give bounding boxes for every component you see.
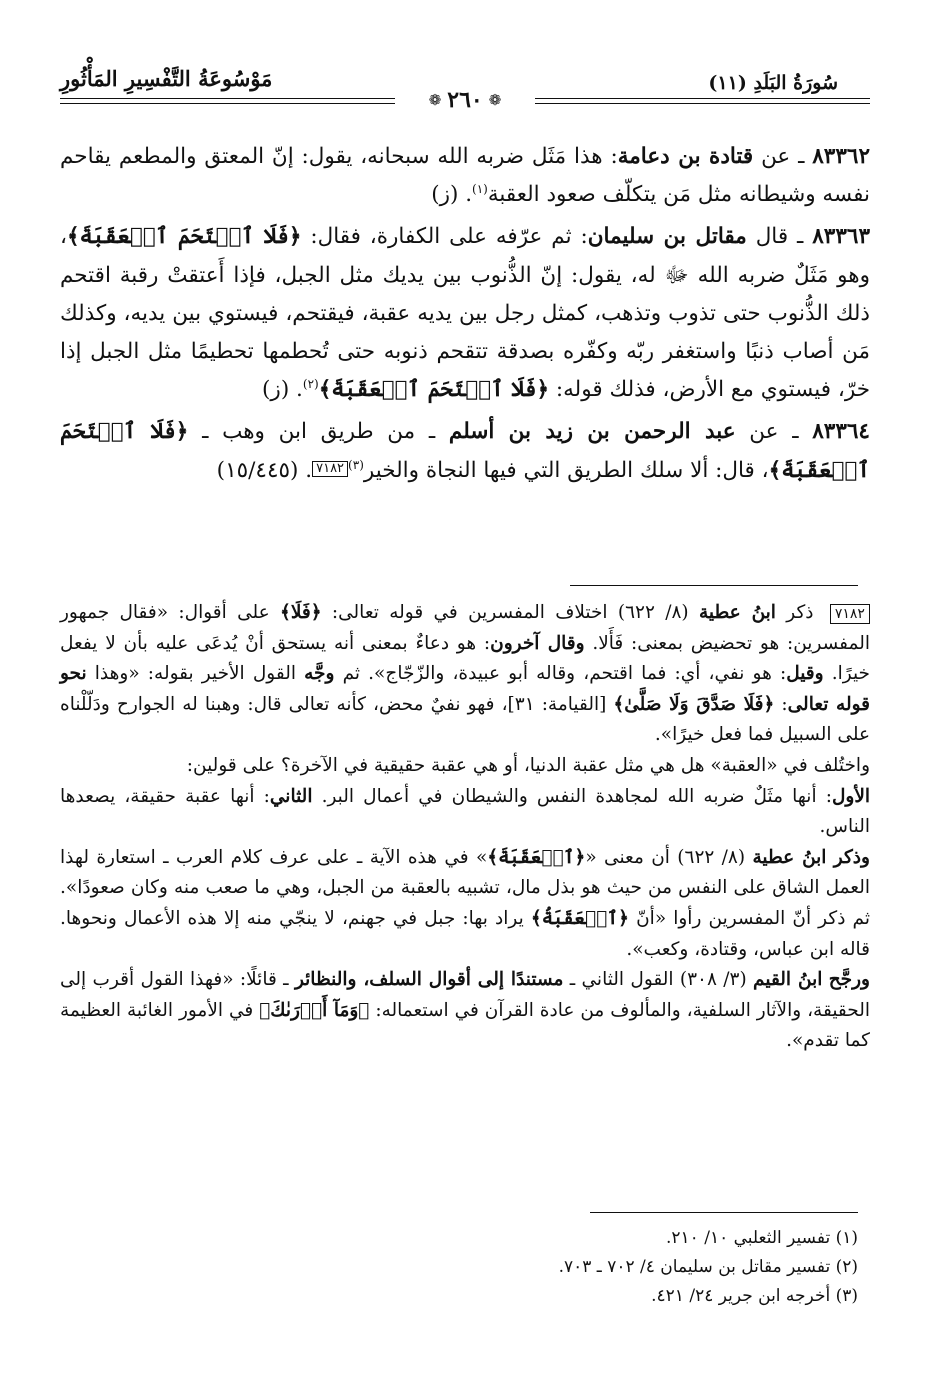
entry-tail: . (١٥/٤٤٥) — [216, 457, 313, 483]
note-text: (٨/ ٦٢٢) اختلاف المفسرين في قوله تعالى: — [331, 602, 689, 623]
note-text: : أنها عقبة حقيقة، يصعدها الناس. — [60, 785, 870, 838]
note-text: : أنها مثَلٌ ضربه الله لمجاهدة النفس والشيطان في أعمال البر. — [321, 785, 832, 807]
quran-quote: ﴿فَلَا صَدَّقَ وَلَا صَلَّىٰ﴾ — [613, 693, 775, 715]
note-text: يراد بها: جبل في جهنم، لا ينجّي منه إلا هذه الأعمال ونحوها. قاله ابن عباس، وقتادة، وكعب». — [60, 907, 870, 960]
quran-quote: ﴿فَلَا ٱقۡتَحَمَ ٱلۡعَقَبَةَ﴾ — [60, 419, 870, 483]
note-paragraph — [60, 782, 870, 843]
note-bold: الثاني — [269, 785, 313, 807]
note-bold: مستندًا إلى أقوال السلف، والنظائر — [294, 969, 564, 991]
footnote: (١) تفسير الثعلبي ١٠/ ٢١٠. — [665, 1228, 858, 1248]
note-paragraph: واختُلف في «العقبة» هل هي مثل عقبة الدنيا، أو هي عقبة حقيقية في الآخرة؟ على قولين: — [186, 754, 870, 776]
note-paragraph — [60, 965, 870, 1057]
narrator-name: عبد الرحمن بن زيد بن أسلم — [448, 419, 736, 445]
note-text: : هو نفي، أي: فما اقتحم، وقاله أبو عبيدة، والزّجّاج». — [368, 663, 787, 685]
note-bold: الأول — [831, 785, 871, 807]
footnotes-separator — [590, 1212, 858, 1213]
ornament-icon: ❁ — [428, 91, 442, 109]
note-text: : هو دعاءٌ بمعنى أنه يستحق أنْ يُدعَى عليه بأن لا يفعل خيرًا. — [60, 632, 870, 685]
entry-text: : هذا مَثَل ضربه الله سبحانه، يقول: إنّ المعتق والمطعم يقاحم نفسه وشيطانه مثل مَن يتكلّف صعود العقبة — [60, 144, 870, 208]
notes-separator — [570, 585, 858, 586]
note-bold: ورجَّح — [828, 969, 870, 991]
entry-intro: ـ قال — [755, 224, 804, 250]
footnote: (٣) أخرجه ابن جرير ٢٤/ ٤٢١. — [651, 1286, 858, 1306]
footnote-ref[interactable]: (٣) — [348, 457, 364, 472]
note-bold: نحو قوله تعالى — [60, 663, 870, 715]
scholar-name: ابنُ عطية — [752, 846, 827, 868]
note-text: [القيامة: ٣١]، فهو نفيٌ محض، كأنه تعالى قال: وهبنا له الجوارح ودَلّلْناه على السبيل فما فعل خيرًا». — [60, 693, 870, 746]
note-text: ذكر — [786, 602, 814, 623]
note-bold: وذكر — [833, 846, 870, 868]
entry-number: ٨٣٣٦٣ — [812, 224, 870, 250]
surah-title: سُورَةُ البَلَدِ (١١) — [708, 72, 838, 94]
quran-quote: ﴿فَلَا ٱقۡتَحَمَ ٱلۡعَقَبَةَ﴾ — [318, 377, 550, 403]
entry — [60, 138, 870, 214]
entry-intro: ـ عن — [749, 419, 799, 445]
footnote: (٢) تفسير مقاتل بن سليمان ٤/ ٧٠٢ ـ ٧٠٣. — [558, 1257, 858, 1277]
scholar-name: ابنُ القيم — [753, 969, 823, 991]
entry — [60, 218, 870, 409]
scholar-name: ابنُ عطية — [698, 602, 776, 623]
commentary-note — [60, 598, 870, 1057]
book-title: مَوْسُوعَةُ التَّفْسِيرِ المَأْثُورِ — [60, 66, 273, 91]
entry-text: : ثم عرّفه على الكفارة، فقال: — [310, 224, 588, 250]
entry-number: ٨٣٣٦٤ — [812, 419, 870, 445]
entry — [60, 413, 870, 489]
footnote-ref[interactable]: (٢) — [302, 377, 319, 392]
entry-tail: . (ز) — [431, 182, 473, 208]
note-paragraph — [60, 843, 870, 965]
note-bold: وقيل — [786, 663, 824, 685]
narrator-name: قتادة بن دعامة — [617, 144, 754, 169]
note-text: » في هذه الآية ـ على عرف كلام العرب ـ استعارة لهذا العمل الشاق على النفس من حيث هو بذل مال، تشبيه بالعقبة من الجبل، وهي ما صعب منه وكان صعودًا». ثم ذكر أنّ المفسرين رأوا «أنّ — [60, 846, 871, 929]
narrator-name: مقاتل بن سليمان — [587, 224, 747, 250]
note-text: القول الأخير بقوله: «وهذا — [94, 663, 296, 685]
note-text: في الأمور الغائبة العظيمة كما تقدم». — [60, 999, 870, 1052]
note-text: (٨/ ٦٢٢) أن معنى « — [585, 846, 746, 868]
quran-quote: ﴿وَمَآ أَدۡرَىٰكَ﴾ — [259, 999, 370, 1021]
footnotes — [158, 1224, 858, 1311]
note-paragraph — [60, 598, 870, 751]
footnote-ref[interactable]: (١) — [472, 182, 488, 197]
quran-quote: ﴿فَلَا﴾ — [280, 602, 322, 623]
entry-text: ، قال: ألا سلك الطريق التي فيها النجاة والخير — [363, 457, 769, 483]
quran-quote: ﴿ٱلۡعَقَبَةَ﴾ — [487, 846, 586, 868]
page-number-frame — [395, 84, 535, 116]
note-ref-box[interactable]: ٧١٨٢ — [312, 461, 348, 477]
note-text: ثم — [342, 663, 361, 685]
entry-text: ، وهو مَثَلٌ ضربه الله ﷻ له، يقول: إنّ الذُّنوب بين يديك مثل الجبل، فإذا أَعتقتْ رقبة اقتحم ذلك الذُّنوب حتى تذوب وتذهب، كمثل رجل بين يديه عقبة، فيقتحم، فيستوي بين يديه، وكذلك مَن أصاب ذنبًا واستغفر ربّه وكفّره بصدقة تتقحم ذنوبه حتى تُحطمها تحطيمًا مثل الجبل إذا خرّ، فيستوي مع الأرض، فذلك قوله: — [60, 224, 870, 403]
ornament-icon: ❁ — [488, 91, 502, 109]
note-text: ـ قائلًا: «فهذا القول أقرب إلى الحقيقة، والآثار السلفية، والمألوف من عادة القرآن في استعماله: — [60, 969, 870, 1021]
entry-tail: . (ز) — [262, 377, 303, 403]
page-number: ٢٦٠ — [447, 87, 483, 113]
quran-quote: ﴿ٱلۡعَقَبَةُ﴾ — [530, 907, 629, 929]
note-bold: وجَّه — [304, 663, 335, 685]
note-text: : — [781, 693, 788, 715]
main-text — [60, 138, 870, 494]
note-text: (٣/ ٣٠٨) القول الثاني ـ — [569, 969, 747, 991]
note-number-box: ٧١٨٢ — [830, 604, 870, 624]
entry-text: ـ من طريق ابن وهب ـ — [202, 419, 436, 445]
entry-intro: ـ عن — [761, 144, 805, 169]
note-text: على أقوال: «فقال جمهور المفسرين: هو تحضيض بمعنى: فَأَلا. — [60, 602, 870, 654]
note-bold: وقال آخرون — [490, 632, 585, 654]
entry-number: ٨٣٣٦٢ — [812, 144, 870, 169]
quran-quote: ﴿فَلَا ٱقۡتَحَمَ ٱلۡعَقَبَةَ﴾ — [66, 224, 302, 250]
